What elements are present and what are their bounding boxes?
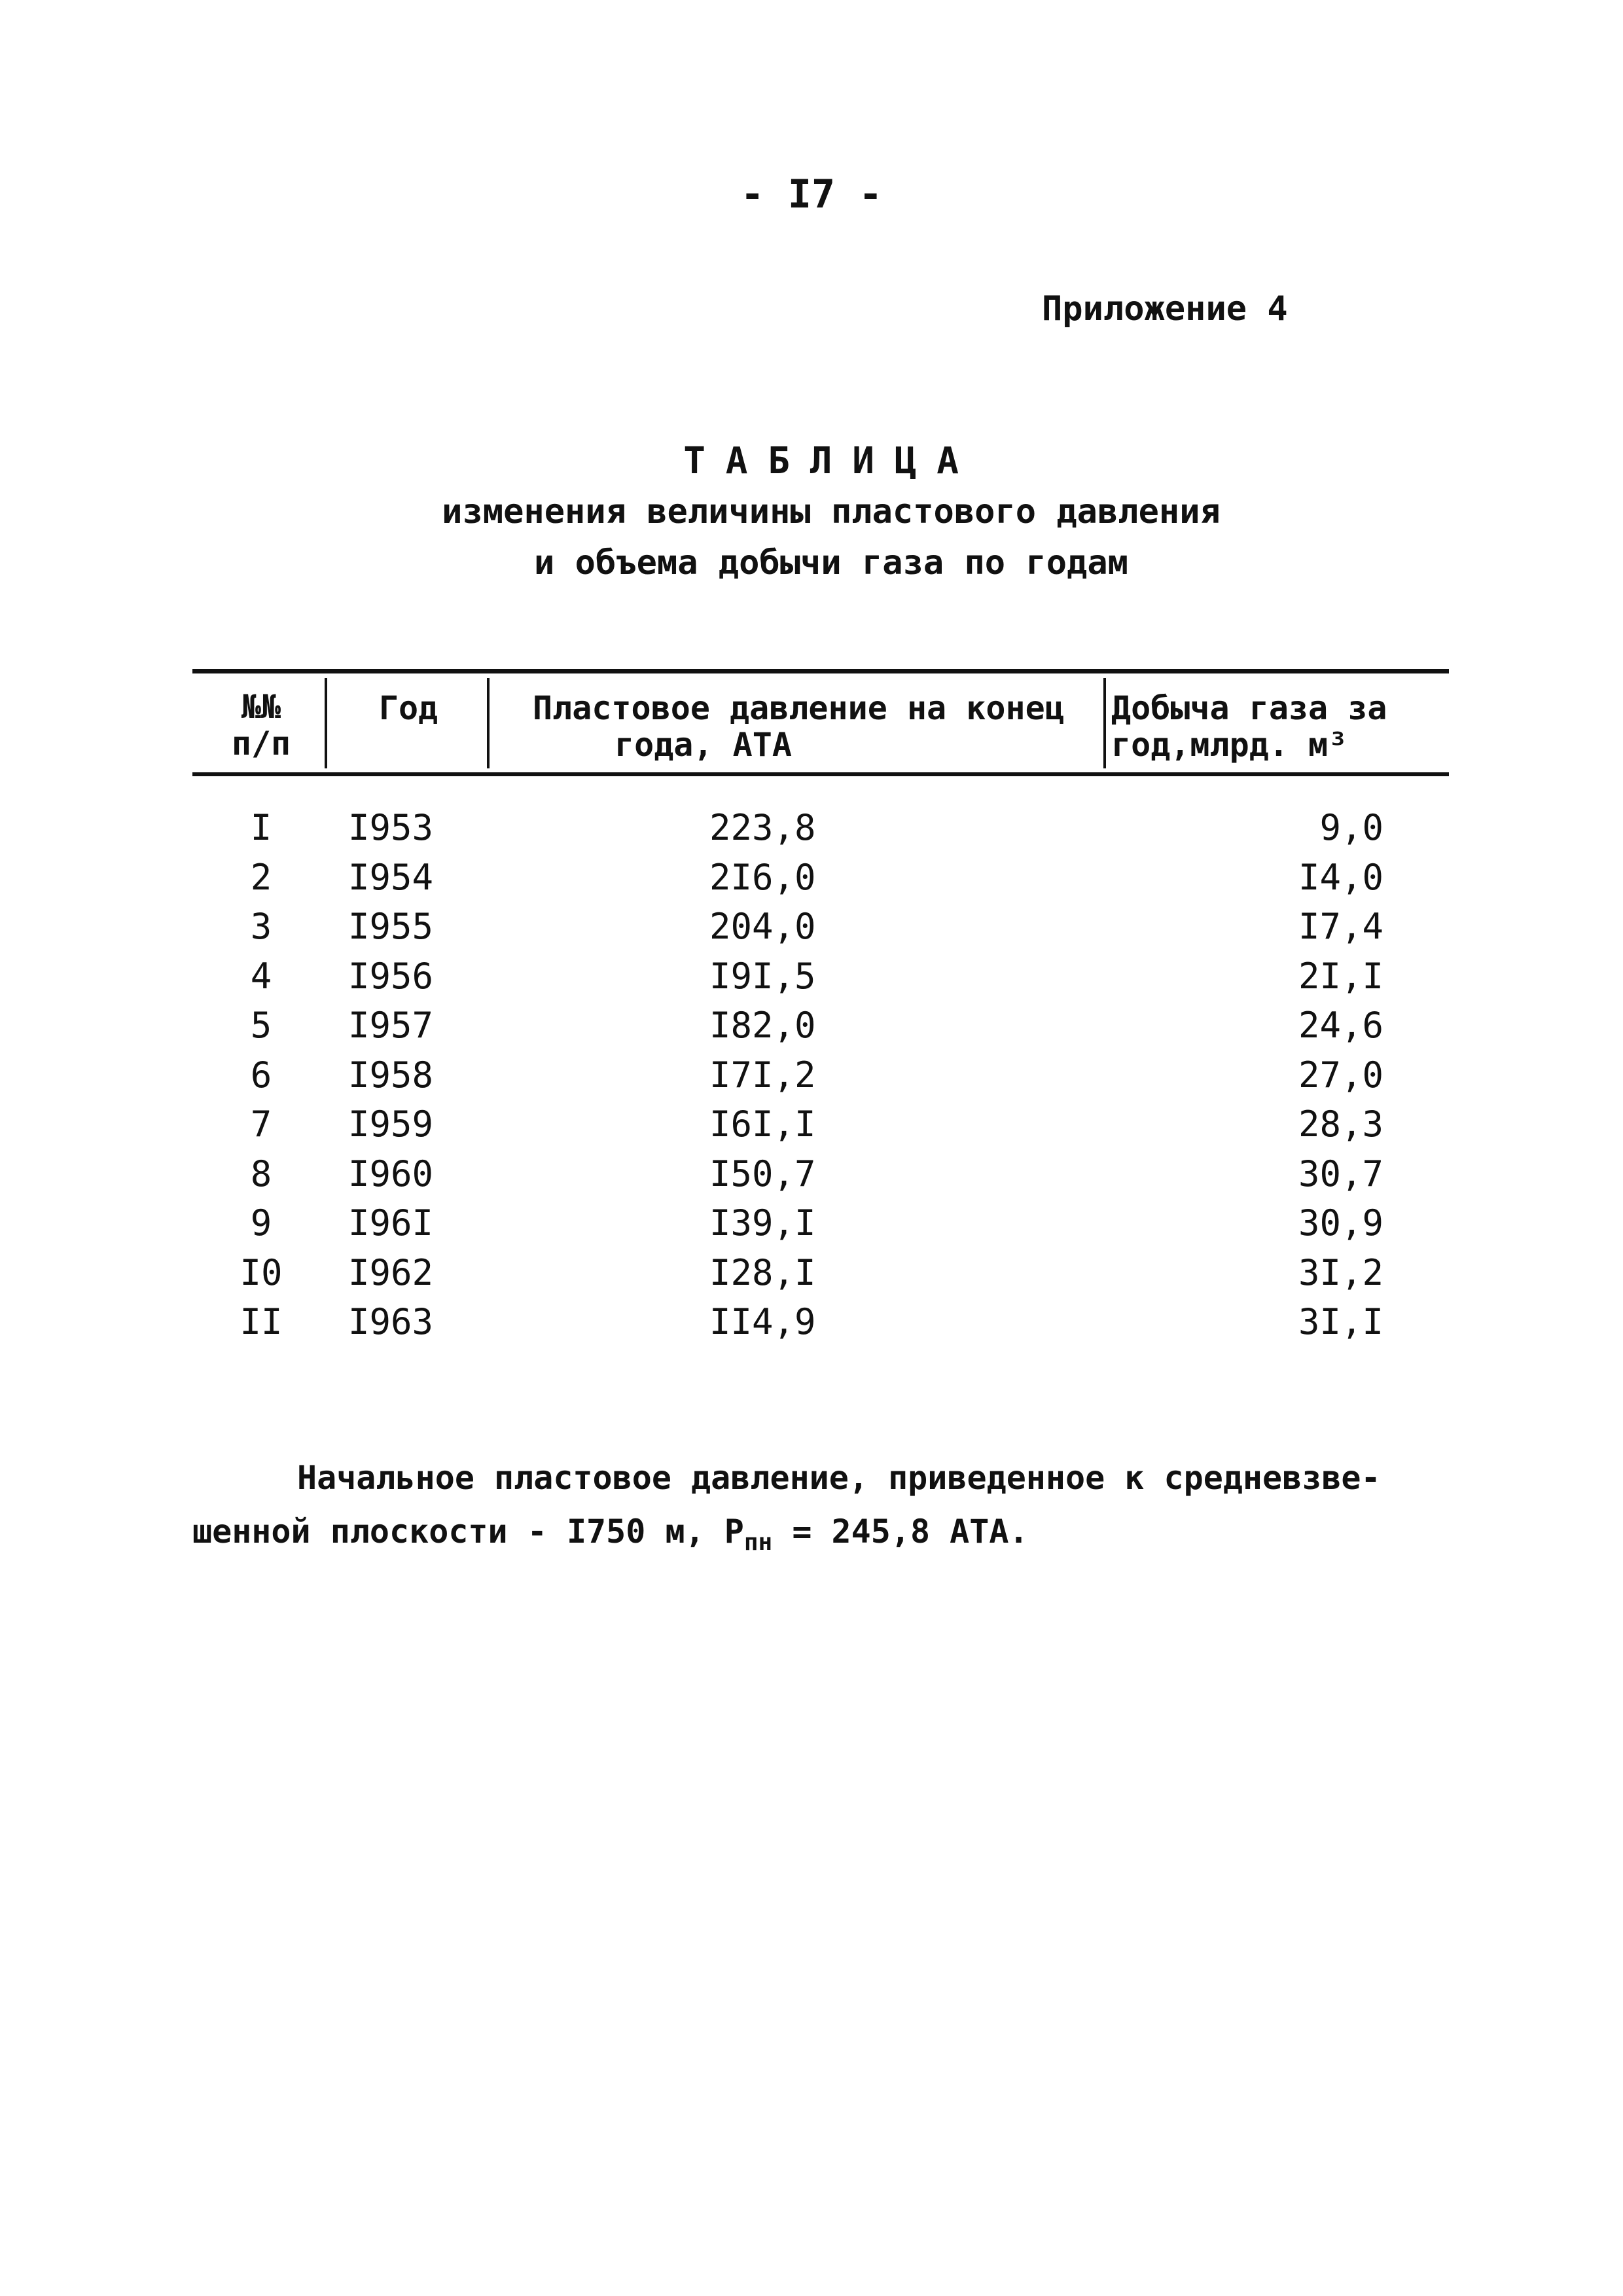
cell-num: I [250, 807, 272, 848]
cell-num: 6 [250, 1054, 272, 1096]
table-body [192, 803, 1449, 1347]
cell-gas: 9,0 [1319, 807, 1383, 848]
header-year: Год [378, 689, 438, 727]
cell-year: I962 [348, 1251, 434, 1293]
table-top-rule [192, 669, 1449, 673]
header-num [212, 689, 310, 762]
header-gas-line2: год,млрд. м³ [1111, 726, 1348, 764]
cell-gas: 3I,2 [1298, 1251, 1383, 1293]
column-divider [487, 678, 490, 768]
table-header-rule [192, 772, 1449, 776]
cell-gas: I7,4 [1298, 906, 1383, 947]
page-number: - I7 - [740, 171, 883, 217]
cell-year: I956 [348, 955, 434, 997]
cell-num: 3 [250, 906, 272, 947]
header-pressure-line2: года, АТА [615, 726, 792, 764]
cell-year: I958 [348, 1054, 434, 1096]
appendix-label: Приложение 4 [1042, 289, 1288, 329]
table-subtitle-line1: изменения величины пластового давления [442, 492, 1221, 531]
cell-pressure: I39,I [709, 1202, 816, 1244]
cell-num: 7 [250, 1103, 272, 1145]
cell-num: II [240, 1301, 283, 1342]
cell-gas: 24,6 [1298, 1005, 1383, 1046]
header-num-line2: п/п [231, 725, 291, 762]
cell-gas: 30,9 [1298, 1202, 1383, 1244]
cell-num: 5 [250, 1005, 272, 1046]
table-row [192, 952, 1449, 1001]
cell-gas: 2I,I [1298, 955, 1383, 997]
cell-pressure: I28,I [709, 1251, 816, 1293]
cell-gas: 28,3 [1298, 1103, 1383, 1145]
table-row [192, 1198, 1449, 1248]
cell-year: I957 [348, 1005, 434, 1046]
header-gas [1111, 690, 1452, 763]
table-row [192, 1297, 1449, 1347]
header-pressure [533, 690, 1096, 763]
cell-year: I955 [348, 906, 434, 947]
cell-pressure: 204,0 [709, 906, 816, 947]
note-line1: Начальное пластовое давление, приведенное к средневзве- [297, 1459, 1381, 1497]
cell-pressure: I82,0 [709, 1005, 816, 1046]
cell-year: I963 [348, 1301, 434, 1342]
cell-pressure: I6I,I [709, 1103, 816, 1145]
table-row [192, 853, 1449, 903]
cell-gas: 30,7 [1298, 1153, 1383, 1194]
cell-num: 4 [250, 955, 272, 997]
cell-num: 2 [250, 856, 272, 898]
table-row [192, 1149, 1449, 1199]
header-gas-line1: Добыча газа за [1111, 689, 1387, 727]
header-pressure-line1: Пластовое давление на конец [533, 689, 1065, 727]
cell-num: I0 [240, 1251, 283, 1293]
cell-year: I953 [348, 807, 434, 848]
cell-gas: 27,0 [1298, 1054, 1383, 1096]
cell-year: I960 [348, 1153, 434, 1194]
table-row [192, 803, 1449, 853]
cell-pressure: I9I,5 [709, 955, 816, 997]
table-subtitle-line2: и объема добычи газа по годам [534, 543, 1128, 583]
cell-num: 8 [250, 1153, 272, 1194]
table-row [192, 1100, 1449, 1149]
table-title: ТАБЛИЦА [683, 440, 979, 482]
cell-pressure: 2I6,0 [709, 856, 816, 898]
cell-year: I96I [348, 1202, 434, 1244]
cell-year: I959 [348, 1103, 434, 1145]
cell-pressure: 223,8 [709, 807, 816, 848]
cell-num: 9 [250, 1202, 272, 1244]
cell-gas: I4,0 [1298, 856, 1383, 898]
header-num-line1: №№ [241, 688, 281, 726]
note-pressure-subscript: пн [743, 1529, 773, 1556]
cell-year: I954 [348, 856, 434, 898]
table-row [192, 1050, 1449, 1100]
cell-pressure: I7I,2 [709, 1054, 816, 1096]
cell-pressure: II4,9 [709, 1301, 816, 1342]
cell-pressure: I50,7 [709, 1153, 816, 1194]
table-row [192, 1248, 1449, 1298]
table-row [192, 1001, 1449, 1050]
cell-gas: 3I,I [1298, 1301, 1383, 1342]
note-line2-text: шенной плоскости - I750 м, P [192, 1513, 744, 1551]
note-line2 [192, 1505, 1449, 1569]
note-line2-value: = 245,8 АТА. [772, 1513, 1029, 1551]
column-divider [325, 678, 327, 768]
column-divider [1103, 678, 1106, 768]
table-row [192, 902, 1449, 952]
